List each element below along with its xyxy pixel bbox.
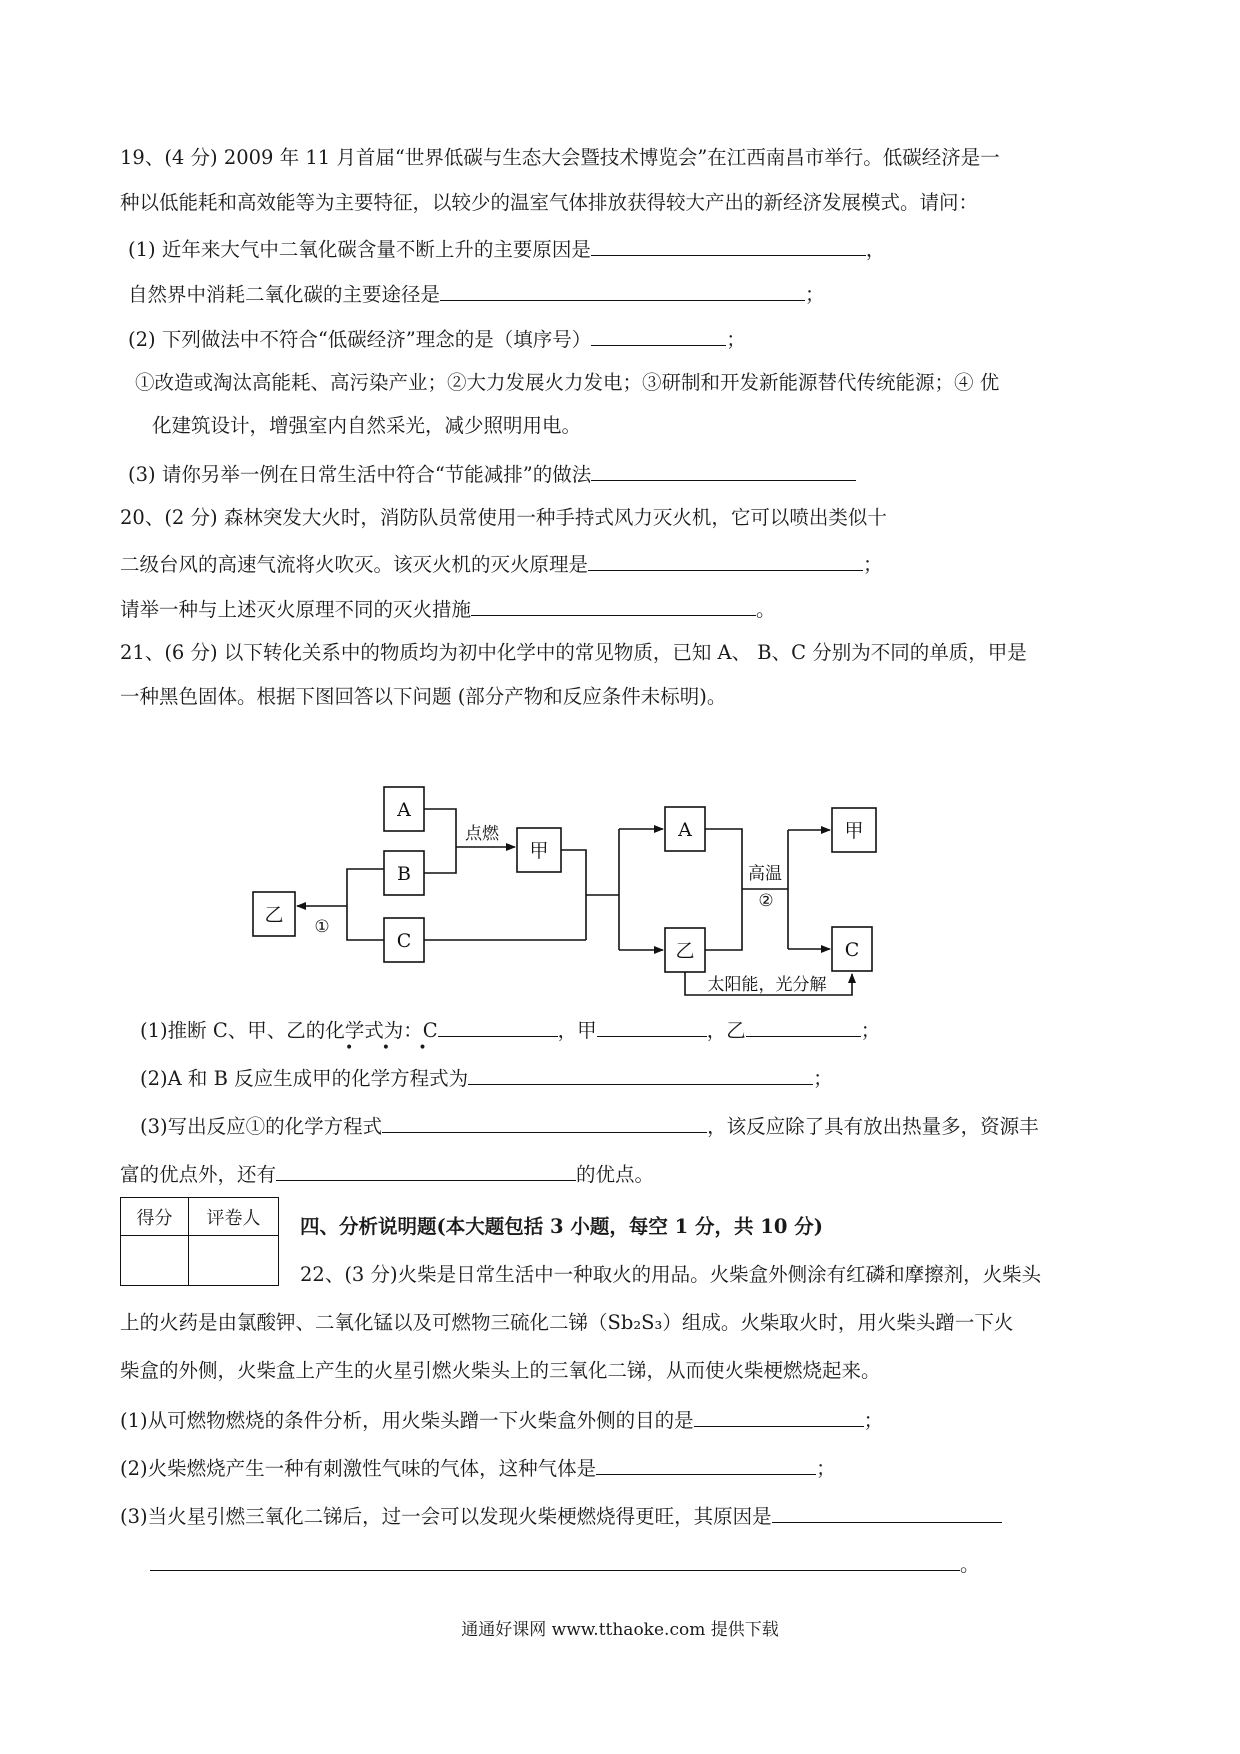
q19-part1b-line	[128, 280, 825, 308]
punct: 。	[756, 598, 776, 621]
box-a-label: A	[397, 799, 411, 821]
punct: ，	[865, 238, 886, 261]
punct: 。	[960, 1553, 980, 1576]
q21-part3b-line	[120, 1160, 654, 1188]
q22-part3-line	[120, 1502, 1002, 1530]
q22-part1-line	[120, 1406, 883, 1434]
q19-part3-line	[128, 460, 856, 488]
solar-label: 太阳能，光分解	[707, 975, 827, 995]
score-table	[120, 1197, 279, 1286]
q21-reaction1-equation-blank[interactable]	[382, 1112, 707, 1133]
punct: 的优点。	[576, 1163, 655, 1186]
q22-part3-prompt: (3)当火星引燃三氧化二锑后，过一会可以发现火柴梗燃烧得更旺，其原因是	[120, 1505, 772, 1528]
q21-part1-prompt: (1)推断 C、甲、乙的化学式为：C	[140, 1019, 438, 1042]
q22-part1-blank[interactable]	[694, 1406, 864, 1427]
score-cell[interactable]	[121, 1236, 189, 1286]
q22-part3-continuation	[150, 1550, 980, 1578]
q22-part3-blank[interactable]	[772, 1502, 1002, 1523]
q19-options-line2: 化建筑设计，增强室内自然采光，减少照明用电。	[152, 414, 582, 437]
q22-part3-blank-cont[interactable]	[150, 1550, 960, 1571]
q19-intro-line1: 19、(4 分) 2009 年 11 月首届“世界低碳与生态大会暨技术博览会”在江西南昌市举行。低碳经济是一	[120, 146, 1000, 169]
q19-part1-prompt: (1) 近年来大气中二氧化碳含量不断上升的主要原因是	[128, 238, 591, 261]
q20-line1: 20、(2 分) 森林突发大火时，消防队员常使用一种手持式风力灭火机，它可以喷出类似十	[120, 506, 887, 529]
q21-part3b-prompt: 富的优点外，还有	[120, 1163, 277, 1186]
q21-jia-prompt: ，甲	[557, 1019, 597, 1042]
reaction-flow-diagram	[264, 785, 990, 1010]
q22-part1-prompt: (1)从可燃物燃烧的条件分析，用火柴头蹭一下火柴盒外侧的目的是	[120, 1409, 694, 1432]
punct: ；	[813, 1067, 833, 1090]
q19-part1-answer-blank[interactable]	[591, 235, 866, 256]
punct: ；	[805, 283, 825, 306]
q21-line2: 一种黑色固体。根据下图回答以下问题 (部分产物和反应条件未标明)。	[120, 685, 727, 708]
box-jia-label: 甲	[529, 840, 549, 862]
high-temp-label: 高温	[748, 864, 782, 884]
q21-part3-line	[140, 1112, 1039, 1140]
box-c-label: C	[396, 930, 412, 952]
q22-line1: 22、(3 分)火柴是日常生活中一种取火的用品。火柴盒外侧涂有红磷和摩擦剂，火柴头	[300, 1263, 1042, 1286]
grader-cell[interactable]	[189, 1236, 279, 1286]
q20-measure-prompt: 请举一种与上述灭火原理不同的灭火措施	[120, 598, 472, 621]
box-jia2-label: 甲	[844, 820, 864, 842]
q21-part3-prompt: (3)写出反应①的化学方程式	[140, 1115, 383, 1138]
q22-part2-blank[interactable]	[596, 1454, 816, 1475]
q21-c-formula-blank[interactable]	[438, 1016, 558, 1037]
q20-line2	[120, 550, 883, 578]
q20-principle-prompt: 二级台风的高速气流将火吹灭。该灭火机的灭火原理是	[120, 553, 589, 576]
score-header: 得分	[121, 1198, 189, 1236]
box-b-label: B	[397, 863, 411, 885]
q21-advantage-blank[interactable]	[276, 1160, 576, 1181]
q22-part2-line	[120, 1454, 836, 1482]
box-yi2-label: 乙	[675, 940, 695, 962]
punct: ；	[726, 328, 746, 351]
q21-equation-blank[interactable]	[468, 1064, 813, 1085]
q22-part2-prompt: (2)火柴燃烧产生一种有刺激性气味的气体，这种气体是	[120, 1457, 597, 1480]
q19-part1-line	[128, 235, 885, 263]
box-c2-label: C	[844, 939, 860, 961]
punct: ；	[816, 1457, 836, 1480]
q19-part2-line	[128, 325, 746, 353]
q19-part1b-prompt: 自然界中消耗二氧化碳的主要途径是	[128, 283, 441, 306]
q21-yi-prompt: ，乙	[706, 1019, 746, 1042]
q21-part2-prompt: (2)A 和 B 反应生成甲的化学方程式为	[140, 1067, 469, 1090]
grader-header: 评卷人	[189, 1198, 279, 1236]
q19-part2-answer-blank[interactable]	[591, 325, 726, 346]
q19-options-line1: ①改造或淘汰高能耗、高污染产业；②大力发展火力发电；③研制和开发新能源替代传统能源；④ 优	[135, 371, 1000, 394]
q19-part2-prompt: (2) 下列做法中不符合“低碳经济”理念的是（填序号）	[128, 328, 592, 351]
q21-part2-line	[140, 1064, 833, 1092]
reaction1-label: ①	[314, 917, 330, 937]
q22-line3: 柴盒的外侧，火柴盒上产生的火星引燃火柴头上的三氧化二锑，从而使火柴梗燃烧起来。	[120, 1359, 881, 1382]
q20-line3	[120, 595, 776, 623]
q21-part3-tail: ，该反应除了具有放出热量多，资源丰	[707, 1115, 1039, 1138]
q19-part3-prompt: (3) 请你另举一例在日常生活中符合“节能减排”的做法	[128, 463, 592, 486]
box-yi-label: 乙	[264, 904, 284, 926]
section4-title: 四、分析说明题(本大题包括 3 小题，每空 1 分，共 10 分)	[300, 1215, 823, 1238]
punct: ；	[860, 1019, 881, 1042]
q19-part1b-answer-blank[interactable]	[440, 280, 805, 301]
reaction2-label: ②	[758, 891, 774, 911]
q20-measure-blank[interactable]	[471, 595, 756, 616]
punct: ；	[863, 553, 883, 576]
q22-line2: 上的火药是由氯酸钾、二氧化锰以及可燃物三硫化二锑（Sb₂S₃）组成。火柴取火时，用火柴头蹭一下火	[120, 1311, 1014, 1334]
emphasis-dots: • • •	[345, 1040, 439, 1056]
q21-line1: 21、(6 分) 以下转化关系中的物质均为初中化学中的常见物质，已知 A、 B、C 分别为不同的单质，甲是	[120, 641, 1027, 664]
q20-principle-blank[interactable]	[588, 550, 863, 571]
q19-intro-line2: 种以低能耗和高效能等为主要特征，以较少的温室气体排放获得较大产出的新经济发展模式。请问：	[120, 191, 979, 214]
q21-yi-formula-blank[interactable]	[746, 1016, 861, 1037]
q19-part3-answer-blank[interactable]	[591, 460, 856, 481]
ignite-label: 点燃	[465, 824, 499, 844]
q21-jia-formula-blank[interactable]	[597, 1016, 707, 1037]
punct: ；	[863, 1409, 884, 1432]
q21-part1-line	[140, 1016, 880, 1044]
footer-source: 通通好课网 www.tthaoke.com 提供下载	[461, 1620, 779, 1640]
box-a2-label: A	[678, 819, 692, 841]
